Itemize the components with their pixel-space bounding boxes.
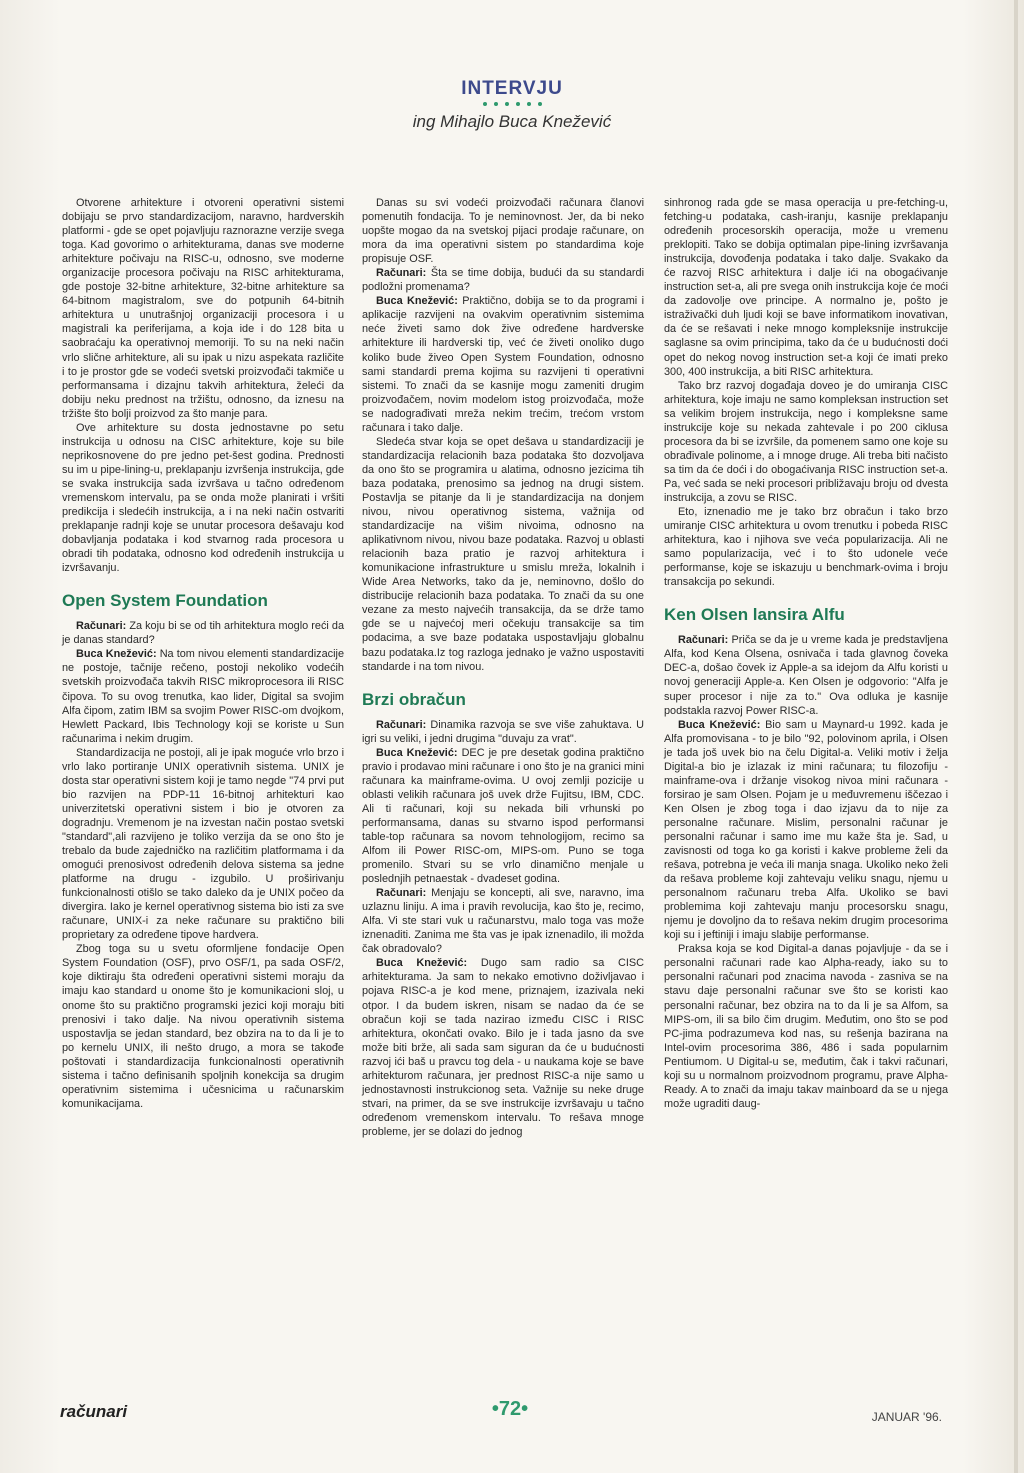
answer bbox=[362, 746, 644, 886]
speaker: Buca Knežević: bbox=[376, 295, 458, 308]
answer bbox=[362, 956, 644, 1139]
text: Menjaju se koncepti, ali sve, naravno, ima uzlaznu liniju. A ima i pravih revolucija, kao što je, recimo, Alfa. Vi ste stari vuk u računarstvu, malo toga vas može iznenaditi. Zanima me šta vas je ipak iznenadilo, ili možda čak obradovalo? bbox=[362, 887, 645, 956]
paragraph: Praksa koja se kod Digital-a danas pojavljuje - da se i personalni računari rade kao Alpha-ready, iako su to personalni računari pod znacima navoda - zasniva se na stavu daje personalni računar sve što se koristi kao personalni računar, bez obzira na to da li je sa Alfom, sa MIPS-om, ili sa bilo čim drugim. Međutim, ono što se pod PC-jima podrazumeva kod nas, su rešenja bazirana na Intel-ovim procesorima 386, 486 i sada popularnim Pentiumom. U Digital-u se, međutim, čak i takvi računari, koji su u normalnom proizvodnom programu, prave Alpha-Ready. A to znači da imaju takav mainboard da se u njega može ugraditi daug- bbox=[664, 943, 948, 1110]
subheading-ken-olsen: Ken Olsen lansira Alfu bbox=[664, 605, 845, 625]
text: Bio sam u Maynard-u 1992. kada je Alfa promovisana - to je bilo "92, polovinom aprila, i Olsen je tada još uvek bio na čelu Digital-a. Veliki motiv i želja Digital-a bio je izlazak iz mini računara; tu filozofiju - mainframe-ova i držanje visokog nivoa mini računara - forsirao je sam Olsen. Pojam je u međuvremenu iščezao i Ken Olsen je zbog toga i dao izjavu da to nije za personalne računare. Mislim, personalni računar je personalni računar i samo ime mu kaže šta je. Sad, u zavisnosti od toga ko ga koristi i kakve probleme želi da rešava, potrebna je veća ili manja snaga. Ukoliko neko želi da rešava probleme koji zahtevaju veliku snagu, njemu u personalnom računaru treba Alfa. Ukoliko se bavi problemima koji zahtevaju manju procesorsku snagu, njemu je dovoljno da to rešava nekim drugim procesorima koji su i jeftiniji i imaju slabije performanse. bbox=[664, 718, 948, 942]
paragraph: Zbog toga su u svetu oformljene fondacije Open System Foundation (OSF), prvo OSF/1, pa sada OSF/2, koje diktiraju šta određeni operativni sistemi moraju da imaju kao standard u onome što je komunikacioni sloj, u onome što su praktično programski jezici koji moraju biti prenosivi i tako dalje. Na nivou operativnih sistema uspostavlja se jedan standard, bez obzira na to da li je to po kernelu UNIX, ili nešto drugo, a mora se takođe poštovati i standardizacija funkcionalnosti operativnih sistema i tačno definisanih spoljnih konekcija sa drugim operativnim sistemima i učesnicima u računarskim komunikacijama. bbox=[62, 943, 344, 1110]
speaker: Buca Knežević: bbox=[678, 718, 761, 731]
question bbox=[664, 633, 948, 717]
page-footer bbox=[0, 1400, 1024, 1430]
issue-date: JANUAR '96. bbox=[871, 1410, 942, 1424]
paragraph: Tako brz razvoj događaja doveo je do umiranja CISC arhitektura, koje imaju ne samo kompleksan instruction set sa velikim brojem instrukcija, nego i kompleksne same instrukcije koje su nekada zahtevale i po 200 ciklusa procesora da bi se izvršile, da pomenem samo one koje su obrađivale polinome, a i mnoge druge. Ali treba biti načisto sa tim da će doći i do obogaćivanja RISC instruction set-a. Pa, već sada se neki procesori približavaju broju od dvesta instrukcija, a zovu se RISC. bbox=[664, 379, 948, 504]
text: Šta se time dobija, budući da su standardi podložni promenama? bbox=[362, 267, 644, 294]
question bbox=[62, 619, 344, 647]
text: Dugo sam radio sa CISC arhitekturama. Ja sam to nekako emotivno doživljavao i pojava RISC-a je kod mene, priznajem, izazivala neki otpor. I da budem iskren, nisam se nadao da će se obračun koji se tada nazirao između CISC i RISC arhitektura, okončati ovako. Bilo je i tada jasno da sve može biti brže, ali sada sam siguran da će u budućnosti razvoj ići baš u pravcu tog dela - u naukama koje se bave arhitekturom računara, jer prednost RISC-a nije samo u jednostavnosti instrukcionog seta. Važnije su neke druge stvari, na primer, da se sve instrukcije izvršavaju u tačno određenom vremenskom intervalu. To rešava mnoge probleme, jer se dolazi do jednog bbox=[362, 957, 645, 1138]
answer bbox=[664, 718, 948, 943]
paragraph: Standardizacija ne postoji, ali je ipak moguće vrlo brzo i vrlo lako portiranje UNIX operativnih sistema. UNIX je dosta star operativni sistem koji je tamo negde "74 prvi put bio razvijen na PDP-11 16-bitnoj arhitekturi kao univerzitetski operativni sistem i bio je otvoren za dogradnju. Vremenom je na izvestan način postao svetski "standard",ali razvijeno je toliko verzija da se ono što je trebalo da bude zajedničko na različitim platformama i da omogući prenosivost određenih delova sistema sa jedne platforme na drugu - izgubilo. U proširivanju funkcionalnosti otišlo se tako daleko da je UNIX počeo da divergira. Iako je kernel operativnog sistema bio isti za sve računare, UNIX-i za neke računare su praktično bili proprietary za određene tipove hardvera. bbox=[62, 746, 344, 942]
paragraph: Sledeća stvar koja se opet dešava u standardizaciji je standardizacija relacionih baza podataka što dozvoljava da ono što se programira u alatima, odnosno jezicima tih baza podataka, prenosimo sa jednog na drugi sistem. Postavlja se pitanje da li je standardizacija na donjem nivou, nivou operativnog sistema, važnija od standardizacije na višim nivoima, odnosno na aplikativnom nivou, nivou baze podataka. Razvoj u oblasti relacionih baza pratio je razvoj arhitektura i komunikacione infrastrukture u smislu mreža, lokalnih i Wide Area Networks, tako da je, neminovno, došlo do distribucije relacionih baza podataka. To znači da su one vezane za mesto najvećih transakcija, da se drže tamo gde se u najvećoj meri očekuju transakcije sa tim podacima, a sve baze podataka uspostavljaju globalnu bazu podataka.Iz tog razloga jednako je važno uspostaviti standarde i na tom nivou. bbox=[362, 435, 644, 673]
subheading-osf: Open System Foundation bbox=[62, 591, 268, 611]
column-2 bbox=[362, 196, 644, 1139]
answer bbox=[362, 294, 644, 434]
answer bbox=[62, 647, 344, 745]
author-name: ing Mihajlo Buca Knežević bbox=[412, 112, 612, 131]
speaker: Buca Knežević: bbox=[76, 648, 157, 661]
paragraph: sinhronog rada gde se masa operacija u pre-fetching-u, fetching-u podataka, cash-iranju, kasnije preklapanju određenih procesorskih operacija, može u vremenu preklopiti. Tako se dobija optimalan pipe-lining izvršavanja instrukcija, dovođenja podataka i tako dalje. Svakako da će razvoj RISC arhitektura i dalje ići na obogaćivanje instruction set-a, ali pre svega onih instrukcija koje će moći da zadovolje ove principe. A normalno je, pošto je istraživački duh ljudi koji se bave informatikom inovativan, da će se rešavati i neke mnogo kompleksnije instrukcije saglasne sa ovim principima, tako da će u budućnosti doći opet do nekog novog instruction set-a koji će imati preko 300, 400 instrukcija, a biti RISC arhitektura. bbox=[664, 197, 948, 378]
magazine-brand: računari bbox=[60, 1402, 128, 1421]
speaker: Računari: bbox=[678, 634, 729, 647]
speaker: Računari: bbox=[376, 718, 427, 731]
text: Praktično, dobija se to da programi i aplikacije razvijeni na ovakvim operativnim sistemima neće živeti samo dok žive određene hardverske arhitekture ili hardverski tip, već će živeti onoliko dugo koliko bude živeo Open System Foundation, odnosno sami standardi prema kojima su razvijeni ti operativni sistemi. To znači da se kasnije mogu zameniti drugim proizvođačem, novim modelom istog proizvođača, može se nadograđivati mreža nekim trećim, trećom vrstom računara i tako dalje. bbox=[362, 295, 644, 434]
paragraph: Ove arhitekture su dosta jednostavne po setu instrukcija u odnosu na CISC arhitekture, koje su bile neprikosnovene do pre jedno pet-šest godina. Prednosti su im u pipe-lining-u, preklapanju izvršenja instrukcija, gde se svaka instrukcija sada izvršava u tačno određenom vremenskom intervalu, pa se onda može planirati i vršiti predikcija i sledećih instrukcija, a i na neki način ostvariti preklapanje radnji koje se unutar procesora dešavaju kod dobavljanja podataka i kod stvarnog rada procesora u obradi tih podataka, odnosno kod određenih instrukcija u izvršavanju. bbox=[62, 421, 344, 575]
question bbox=[362, 718, 644, 746]
paragraph: Danas su svi vodeći proizvođači računara članovi pomenutih fondacija. To je neminovnost. Jer, da bi neko uopšte mogao da na svetskoj pijaci prodaje računare, on mora da ima operativni sistem po standardima koje propisuje OSF. bbox=[362, 197, 644, 266]
paragraph: Eto, iznenadio me je tako brz obračun i tako brzo umiranje CISC arhitektura u ovom trenutku i pobeda RISC arhitektura, kao i njihova sve veća popularizacija. Ali ne samo popularizacija, već i to što udonele veće performanse, koje se iskazuju u benchmark-ovima i broju transakcija po sekundi. bbox=[664, 506, 948, 589]
page-number: •72• bbox=[491, 1398, 529, 1420]
dot-ornament bbox=[0, 102, 1024, 108]
speaker: Računari: bbox=[376, 887, 427, 900]
text: DEC je pre desetak godina praktično pravio i prodavao mini računare i ono što je na granici mini računara ka mainframe-ovima. U ovoj zemlji pozicije u oblasti velikih računara još uvek drže Fujitsu, IBM, CDC. Ali ti računari, koji su nekada bili vrhunski po performansama, danas su stvarno ispod performansi table-top računara sa novom tehnologijom, recimo sa Alfom ili Power RISC-om, MIPS-om. Puno se toga promenilo. Stvari su se vrlo dinamično menjale u poslednjih petnaestak - dvadeset godina. bbox=[362, 746, 644, 886]
page-edge bbox=[1014, 0, 1018, 1473]
text: Na tom nivou elementi standardizacije ne postoje, tačnije rečeno, postoji nekoliko vodećih svetskih proizvođača takvih RISC mikroprocesora ili RISC čipova. To su ovog trenutka, kao lider, Digital sa svojim Alfa čipom, zatim IBM sa svojim Power RISC-om dvojkom, Hewlett Packard, Ibis Technology koji se koriste u Sun računarima i nekim drugim. bbox=[62, 648, 345, 745]
question bbox=[362, 886, 644, 956]
column-3 bbox=[664, 196, 948, 1111]
text: Priča se da je u vreme kada je predstavljena Alfa, kod Kena Olsena, osnivača i tada glavnog čoveka DEC-a, došao čovek iz Apple-a sa idejom da Alfu koristi u novoj generaciji Apple-a. Ken Olsen je odgovorio: "Alfa je super procesor i nije za to." Ova odluka je kasnije podstakla razvoj Power RISC-a. bbox=[664, 634, 948, 717]
text: Za koju bi se od tih arhitektura moglo reći da je danas standard? bbox=[62, 620, 344, 647]
question bbox=[362, 266, 644, 294]
speaker: Računari: bbox=[76, 620, 127, 633]
column-1 bbox=[62, 196, 344, 1111]
paragraph: Otvorene arhitekture i otvoreni operativni sistemi dobijaju se prvo standardizacijom, naravno, hardverskih platformi - gde se opet pojavljuju raznorazne verzije svega toga. Kad govorimo o arhitekturama, danas sve moderne arhitekture počivaju na RISC-u, odnosno, sve moderne organizacije procesora počivaju na RISC arhitekturama, gde postoje 32-bitne arhitekture, 32-bitne arhitekture sa 64-bitnom magistralom, sve do potpunih 64-bitnih arhitektura u unutrašnjoj organizaciji procesora i u magistrali ka periferijama, a koja ide i do 128 bita u saobraćaju ka operativnoj memoriji. To su na neki način vrlo slične arhitekture, ali su ipak u nizu aspekata različite i to je prostor gde se vodeći svetski proizvođači takmiče u performansama i dizajnu takvih arhitektura, želeći da dobiju neku prednost na tržištu, odnosno, da iznesu na tržište što bolji proizvod za što manje para. bbox=[62, 197, 344, 420]
section-label: INTERVJU bbox=[461, 78, 563, 99]
speaker: Buca Knežević: bbox=[376, 957, 468, 970]
speaker: Buca Knežević: bbox=[376, 746, 458, 759]
speaker: Računari: bbox=[376, 267, 427, 280]
page-header bbox=[0, 78, 1024, 132]
text: Dinamika razvoja se sve više zahuktava. U igri su veliki, i jedni drugima "duvaju za vrat". bbox=[362, 718, 644, 745]
subheading-brzi-obracun: Brzi obračun bbox=[362, 689, 466, 709]
